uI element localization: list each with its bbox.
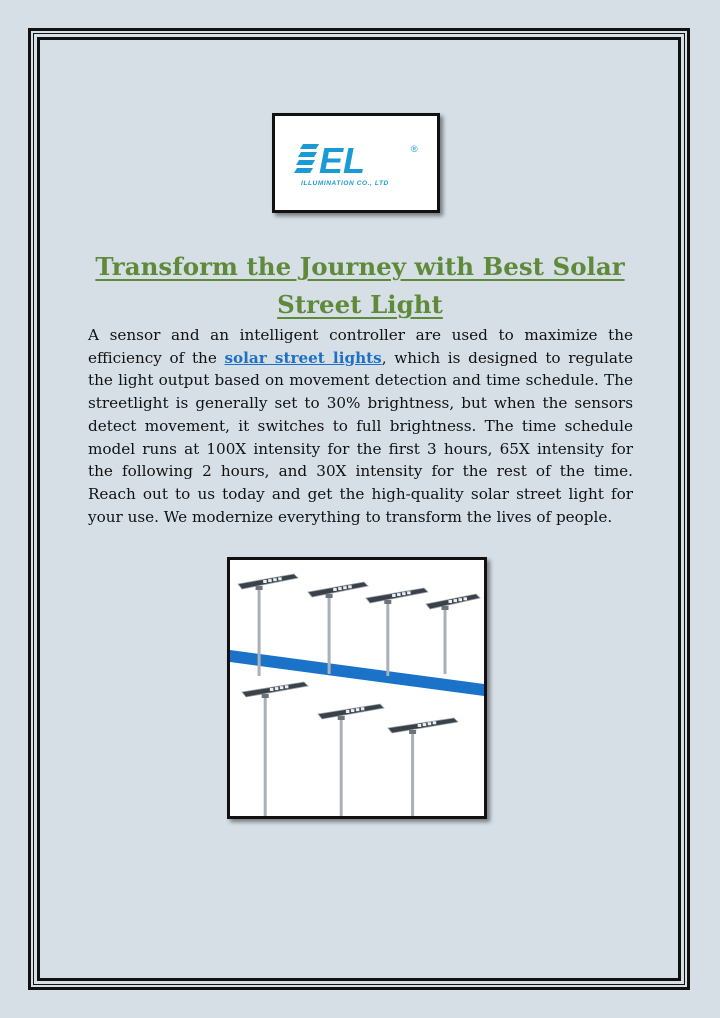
logo-mark-icon: [275, 116, 437, 210]
registered-mark: ®: [411, 144, 418, 154]
article-text-start: A sensor and an intelligent controller are used to maximize the efficiency of the: [88, 326, 633, 367]
solar-street-lights-image: [230, 560, 484, 816]
street-lamp-icon: [388, 718, 458, 816]
solar-street-lights-link[interactable]: solar street lights: [224, 348, 382, 367]
article-text-end: , which is designed to regulate the light output based on movement detection and time schedule. The streetlight is generally set to 30% brightness, but when the sensors detect movement, it switches to full brightness. The time schedule model runs at 100X intensity for the first 3 hours, 65X intensity for the following 2 hours, and 30X intensity for the rest of the time. Reach out to us today and get the high-quality solar street light for your use. We modernize everything to transform the lives of people.: [88, 348, 633, 526]
page-title: Transform the Journey with Best Solar Street Light: [95, 252, 625, 319]
street-lamp-icon: [308, 582, 368, 674]
street-lamp-icon: [426, 594, 480, 674]
street-lamp-icon: [242, 682, 308, 816]
street-lamp-icon: [366, 588, 428, 676]
logo-tagline: ILLUMINATION CO., LTD: [301, 180, 389, 187]
company-logo: [272, 113, 440, 213]
logo-brand-text: EL: [319, 140, 366, 181]
street-lamp-icon: [318, 704, 384, 816]
product-image: [227, 557, 487, 819]
article-body: [88, 324, 633, 528]
